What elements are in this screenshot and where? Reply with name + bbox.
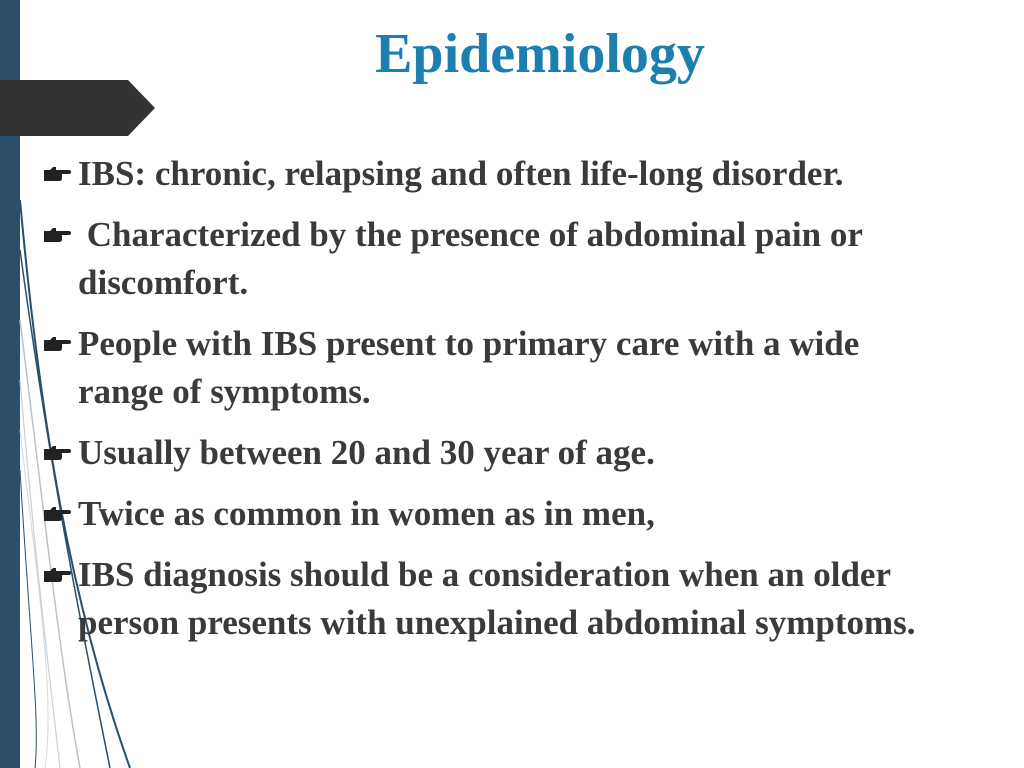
bullet-text: Characterized by the presence of abdominal pain or	[78, 215, 863, 254]
bullet-item	[42, 320, 1014, 416]
bullet-text: Twice as common in women as in men,	[78, 494, 655, 533]
bullet-item	[42, 429, 1014, 477]
pointing-hand-icon	[42, 444, 72, 462]
pointing-hand-icon	[42, 226, 72, 244]
pointing-hand-icon	[42, 505, 72, 523]
bullet-item	[42, 150, 1014, 198]
bullet-text: Usually between 20 and 30 year of age.	[78, 433, 655, 472]
bullet-item	[42, 551, 1014, 647]
bullet-text: IBS diagnosis should be a consideration when an older	[78, 555, 891, 594]
bullet-item	[42, 211, 1014, 307]
pointing-hand-icon	[42, 335, 72, 353]
pointing-hand-icon	[42, 566, 72, 584]
bullet-item	[42, 490, 1014, 538]
pointing-hand-icon	[42, 165, 72, 183]
title-banner-arrow	[0, 80, 155, 136]
bullet-text-continued: person presents with unexplained abdominal symptoms.	[78, 603, 916, 642]
bullet-list	[42, 150, 1014, 660]
bullet-text-continued: range of symptoms.	[78, 372, 371, 411]
slide-title: Epidemiology	[375, 23, 705, 85]
bullet-text: People with IBS present to primary care with a wide	[78, 324, 860, 363]
bullet-text: IBS: chronic, relapsing and often life-long disorder.	[78, 154, 844, 193]
bullet-text-continued: discomfort.	[78, 263, 249, 302]
